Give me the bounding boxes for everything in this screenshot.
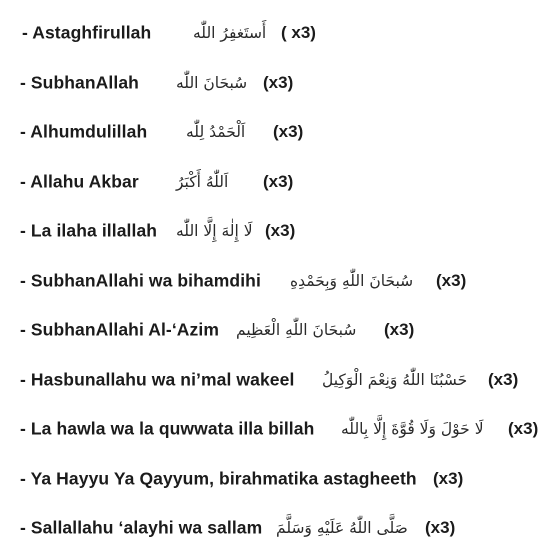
arabic-text: لَا حَوْلَ وَلَا قُوَّةَ إِلَّا بِاللّٰه xyxy=(341,420,484,438)
arabic-text: أَستَغفِرُ اللّٰه xyxy=(193,24,267,42)
repeat-count: (x3) xyxy=(273,122,304,141)
arabic-text: صَلَّى اللّٰهُ عَلَيْهِ وَسَلَّمَ xyxy=(276,519,408,537)
repeat-count: ( x3) xyxy=(281,23,316,42)
arabic-text: اَلْحَمْدُ لِلّٰه xyxy=(186,123,246,141)
repeat-count: (x3) xyxy=(488,370,519,389)
transliteration: - Allahu Akbar xyxy=(20,171,139,192)
dhikr-row-astaghfirullah xyxy=(0,19,560,47)
transliteration: - Alhumdulillah xyxy=(20,121,148,142)
dhikr-row-subhanallahi-wa-bihamdihi xyxy=(0,267,560,295)
transliteration: - SubhanAllahi wa bihamdihi xyxy=(20,270,261,291)
arabic-text: اَللّٰهُ أَكْبَرُ xyxy=(176,173,229,191)
repeat-count: (x3) xyxy=(263,172,294,191)
dhikr-row-alhumdulillah xyxy=(0,118,560,146)
repeat-count: (x3) xyxy=(263,73,294,92)
transliteration: - La ilaha illallah xyxy=(20,220,158,241)
repeat-count: (x3) xyxy=(265,221,296,240)
dhikr-row-allahu-akbar xyxy=(0,168,560,196)
transliteration: - Hasbunallahu wa ni’mal wakeel xyxy=(20,369,295,390)
arabic-text: لَا إِلٰهَ إِلَّا اللّٰه xyxy=(176,222,253,240)
transliteration: - SubhanAllah xyxy=(20,72,139,93)
arabic-text: سُبحَانَ اللّٰه xyxy=(176,74,248,92)
dhikr-row-sallallahu xyxy=(0,514,560,542)
arabic-text: سُبحَانَ اللّٰهِ الْعَظِيم xyxy=(236,321,357,339)
repeat-count: (x3) xyxy=(425,518,456,537)
dhikr-row-ya-hayyu xyxy=(0,465,560,493)
repeat-count: (x3) xyxy=(433,469,464,488)
arabic-text: سُبحَانَ اللّٰهِ وَبِحَمْدِهِ xyxy=(290,272,414,290)
transliteration: - SubhanAllahi Al-‘Azim xyxy=(20,319,220,340)
transliteration: - Ya Hayyu Ya Qayyum, birahmatika astagheeth xyxy=(20,468,417,489)
repeat-count: (x3) xyxy=(508,419,539,438)
transliteration: - Sallallahu ‘alayhi wa sallam xyxy=(20,517,263,538)
repeat-count: (x3) xyxy=(436,271,467,290)
dhikr-row-la-ilaha-illallah xyxy=(0,217,560,245)
repeat-count: (x3) xyxy=(384,320,415,339)
dhikr-row-subhanallah xyxy=(0,69,560,97)
dhikr-row-la-hawla xyxy=(0,415,560,443)
arabic-text: حَسْبُنَا اللّٰهُ وَنِعْمَ الْوَكِيلُ xyxy=(322,371,468,389)
transliteration: - Astaghfirullah xyxy=(22,22,152,43)
dhikr-row-hasbunallahu xyxy=(0,366,560,394)
dhikr-row-subhanallahi-al-azim xyxy=(0,316,560,344)
transliteration: - La hawla wa la quwwata illa billah xyxy=(20,418,315,439)
